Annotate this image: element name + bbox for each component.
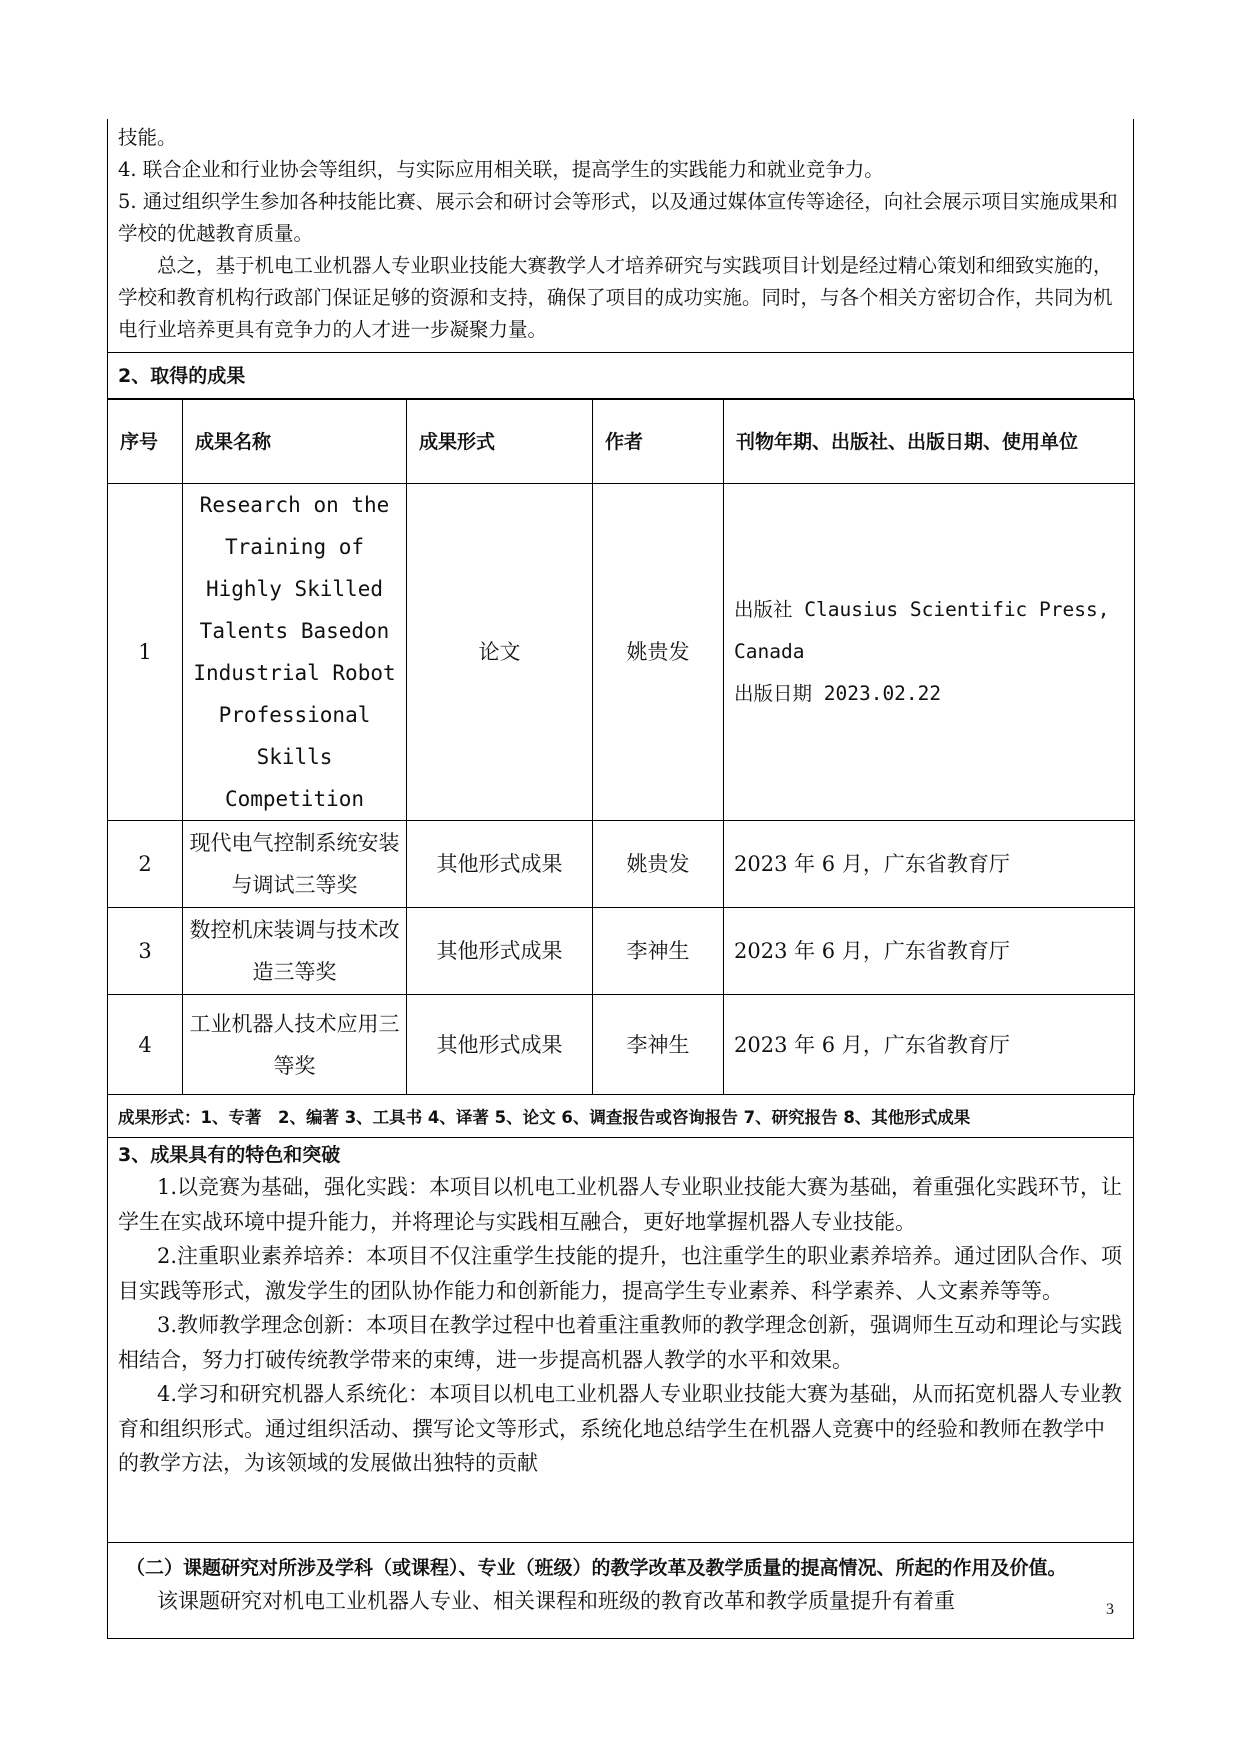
paragraph: 2.注重职业素养培养：本项目不仅注重学生技能的提升，也注重学生的职业素养培养。通过团队合作、项目实践等形式，激发学生的团队协作能力和创新能力，提高学生专业素养、科学素养、人文素养等等。 bbox=[118, 1244, 1123, 1303]
table-row bbox=[108, 908, 1135, 995]
header-no: 序号 bbox=[108, 400, 183, 484]
features-section bbox=[107, 1138, 1134, 1543]
implementation-section bbox=[107, 119, 1134, 353]
paragraph: 1.以竞赛为基础，强化实践：本项目以机电工业机器人专业职业技能大赛为基础，着重强化实践环节，让学生在实战环境中提升能力，并将理论与实践相互融合，更好地掌握机器人专业技能。 bbox=[118, 1175, 1123, 1234]
row-publication bbox=[724, 484, 1135, 821]
forms-legend: 成果形式：1、专著 2、编著 3、工具书 4、译著 5、论文 6、调查报告或咨询报告 7、研究报告 8、其他形式成果 bbox=[107, 1095, 1134, 1138]
row-no: 1 bbox=[108, 484, 183, 821]
row-author: 李神生 bbox=[593, 995, 724, 1095]
row-name: 数控机床装调与技术改造三等奖 bbox=[183, 908, 407, 995]
header-author: 作者 bbox=[593, 400, 724, 484]
teaching-reform-section bbox=[107, 1543, 1134, 1639]
paragraph: 5. 通过组织学生参加各种技能比赛、展示会和研讨会等形式，以及通过媒体宣传等途径，向社会展示项目实施成果和学校的优越教育质量。 bbox=[118, 190, 1118, 245]
row-form: 论文 bbox=[407, 484, 593, 821]
table-row bbox=[108, 821, 1135, 908]
header-name: 成果名称 bbox=[183, 400, 407, 484]
header-publication: 刊物年期、出版社、出版日期、使用单位 bbox=[724, 400, 1135, 484]
section-heading: 3、成果具有的特色和突破 bbox=[118, 1144, 341, 1166]
page-number: 3 bbox=[1106, 1601, 1114, 1618]
row-name: Research on the Training of Highly Skilled Talents Basedon Industrial Robot Professional Skills Competition bbox=[183, 484, 407, 821]
row-form: 其他形式成果 bbox=[407, 995, 593, 1095]
row-no: 2 bbox=[108, 821, 183, 908]
document-page bbox=[107, 119, 1134, 1639]
row-author: 李神生 bbox=[593, 908, 724, 995]
row-publication: 2023 年 6 月，广东省教育厅 bbox=[724, 995, 1135, 1095]
row-name: 现代电气控制系统安装与调试三等奖 bbox=[183, 821, 407, 908]
results-table bbox=[107, 399, 1135, 1095]
row-no: 3 bbox=[108, 908, 183, 995]
row-publication: 2023 年 6 月，广东省教育厅 bbox=[724, 821, 1135, 908]
paragraph: 3.教师教学理念创新：本项目在教学过程中也着重注重教师的教学理念创新，强调师生互动和理论与实践相结合，努力打破传统教学带来的束缚，进一步提高机器人教学的水平和效果。 bbox=[118, 1313, 1123, 1372]
row-name: 工业机器人技术应用三等奖 bbox=[183, 995, 407, 1095]
row-form: 其他形式成果 bbox=[407, 908, 593, 995]
publisher-text: 出版社 Clausius Scientific Press, Canada bbox=[734, 598, 1110, 663]
paragraph: 总之，基于机电工业机器人专业职业技能大赛教学人才培养研究与实践项目计划是经过精心策划和细致实施的，学校和教育机构行政部门保证足够的资源和支持，确保了项目的成功实施。同时，与各个相关方密切合作，共同为机电行业培养更具有竞争力的人才进一步凝聚力量。 bbox=[118, 254, 1113, 341]
header-form: 成果形式 bbox=[407, 400, 593, 484]
table-header-row bbox=[108, 400, 1135, 484]
table-row bbox=[108, 484, 1135, 821]
row-no: 4 bbox=[108, 995, 183, 1095]
paragraph: 4. 联合企业和行业协会等组织，与实际应用相关联，提高学生的实践能力和就业竞争力。 bbox=[118, 158, 884, 181]
row-author: 姚贵发 bbox=[593, 484, 724, 821]
paragraph: 技能。 bbox=[118, 126, 177, 149]
table-row bbox=[108, 995, 1135, 1095]
paragraph: 4.学习和研究机器人系统化：本项目以机电工业机器人专业职业技能大赛为基础，从而拓宽机器人专业教育和组织形式。通过组织活动、撰写论文等形式，系统化地总结学生在机器人竞赛中的经验和教师在教学中的教学方法，为该领域的发展做出独特的贡献 bbox=[118, 1382, 1123, 1475]
section-heading: 2、取得的成果 bbox=[107, 353, 1134, 399]
paragraph: 该课题研究对机电工业机器人专业、相关课程和班级的教育改革和教学质量提升有着重 bbox=[157, 1589, 955, 1613]
publish-date-text: 出版日期 2023.02.22 bbox=[734, 682, 942, 705]
section-heading: （二）课题研究对所涉及学科（或课程）、专业（班级）的教学改革及教学质量的提高情况、所起的作用及价值。 bbox=[126, 1557, 1067, 1579]
row-publication: 2023 年 6 月，广东省教育厅 bbox=[724, 908, 1135, 995]
row-form: 其他形式成果 bbox=[407, 821, 593, 908]
row-author: 姚贵发 bbox=[593, 821, 724, 908]
